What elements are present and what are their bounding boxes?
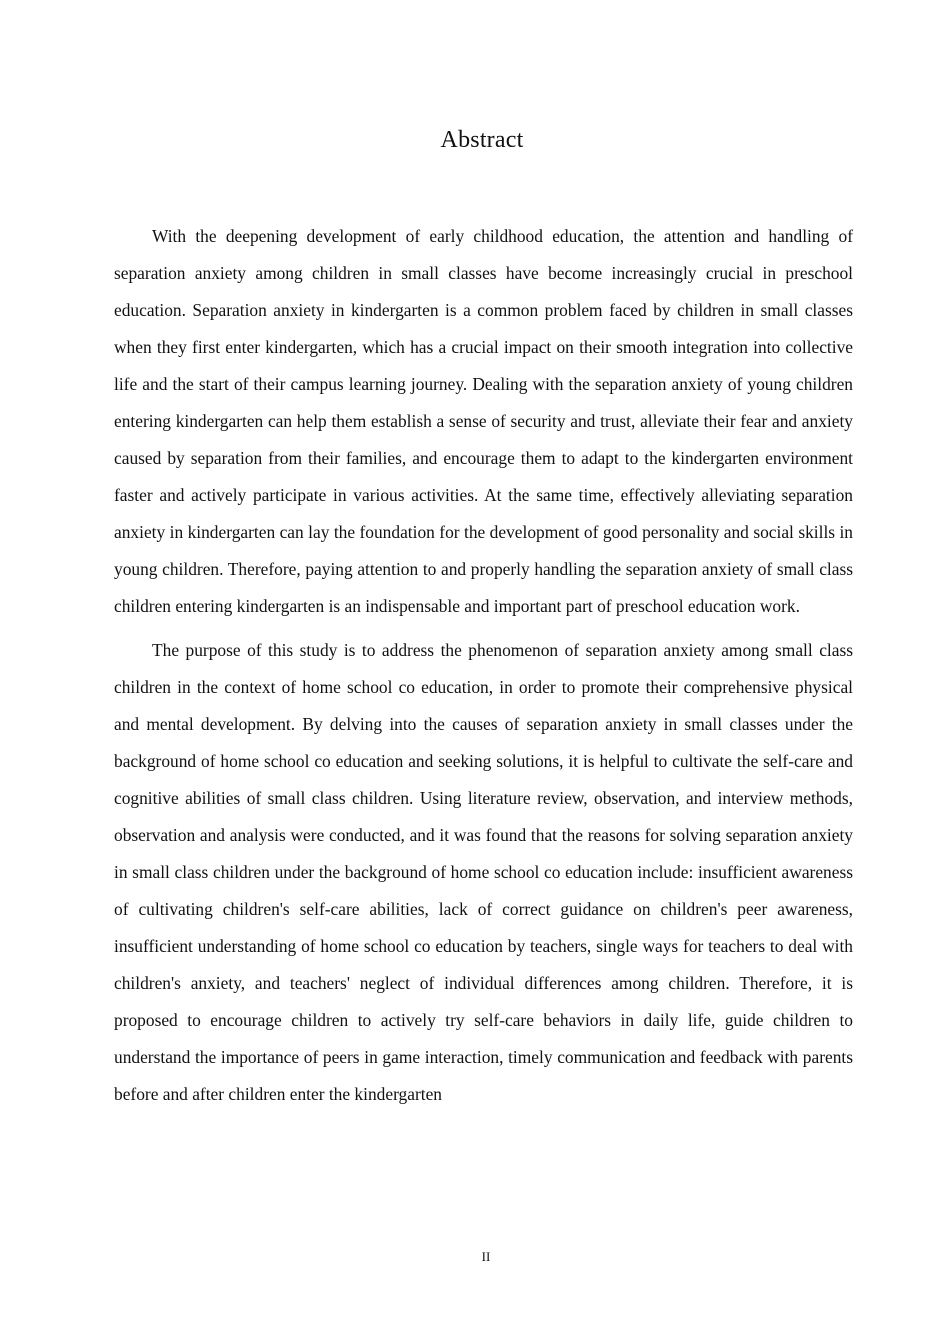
page-title: Abstract: [440, 127, 524, 153]
abstract-body: [114, 218, 853, 1113]
paragraph: With the deepening development of early childhood education, the attention and handling of separation anxiety among children in small classes have become increasingly crucial in preschool education. Separation anxiety in kindergarten is a common problem faced by children in small classes when they first enter kindergarten, which has a crucial impact on their smooth integration into collective life and the start of their campus learning journey. Dealing with the separation anxiety of young children entering kindergarten can help them establish a sense of security and trust, alleviate their fear and anxiety caused by separation from their families, and encourage them to adapt to the kindergarten environment faster and actively participate in various activities. At the same time, effectively alleviating separation anxiety in kindergarten can lay the foundation for the development of good personality and social skills in young children. Therefore, paying attention to and properly handling the separation anxiety of small class children entering kindergarten is an indispensable and important part of preschool education work.: [114, 226, 853, 617]
page-number: II: [481, 1249, 491, 1264]
paragraph: The purpose of this study is to address the phenomenon of separation anxiety among small class children in the context of home school co education, in order to promote their comprehensive physical and mental development. By delving into the causes of separation anxiety in small classes under the background of home school co education and seeking solutions, it is helpful to cultivate the self-care and cognitive abilities of small class children. Using literature review, observation, and interview methods, observation and analysis were conducted, and it was found that the reasons for solving separation anxiety in small class children under the background of home school co education include: insufficient awareness of cultivating children's self-care abilities, lack of correct guidance on children's peer awareness, insufficient understanding of home school co education by teachers, single ways for teachers to deal with children's anxiety, and teachers' neglect of individual differences among children. Therefore, it is proposed to encourage children to actively try self-care behaviors in daily life, guide children to understand the importance of peers in game interaction, timely communication and feedback with parents before and after children enter the kindergarten: [114, 639, 853, 1105]
